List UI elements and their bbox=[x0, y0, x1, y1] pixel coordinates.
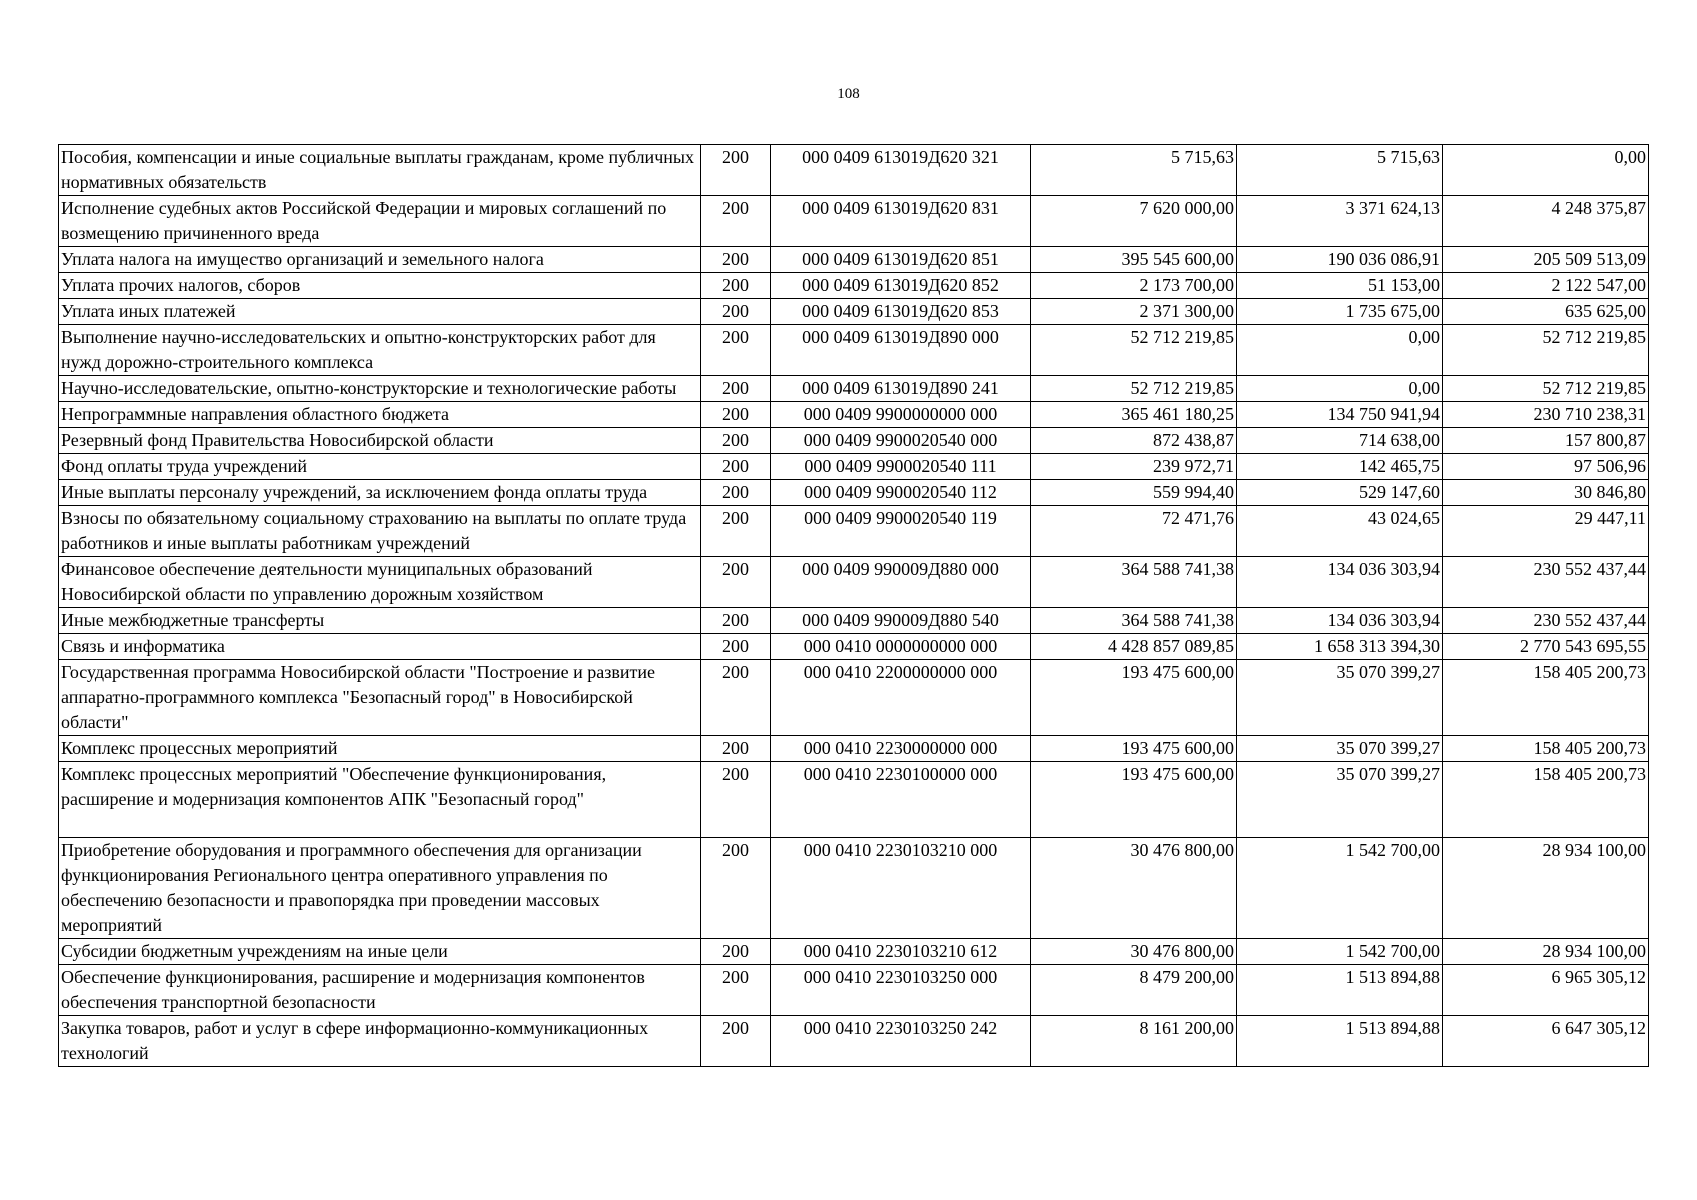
expense-name-cell: Иные выплаты персоналу учреждений, за исключением фонда оплаты труда bbox=[59, 480, 701, 506]
remaining-amount-cell: 230 552 437,44 bbox=[1443, 608, 1649, 634]
classification-code-cell: 000 0409 9900020540 112 bbox=[771, 480, 1031, 506]
table-row bbox=[59, 762, 1649, 838]
expense-name-cell: Взносы по обязательному социальному страхованию на выплаты по оплате труда работников и иные выплаты работникам учреждений bbox=[59, 506, 701, 557]
remaining-amount-cell: 635 625,00 bbox=[1443, 299, 1649, 325]
executed-amount-cell: 142 465,75 bbox=[1237, 454, 1443, 480]
approved-amount-cell: 239 972,71 bbox=[1031, 454, 1237, 480]
remaining-amount-cell: 2 770 543 695,55 bbox=[1443, 634, 1649, 660]
approved-amount-cell: 7 620 000,00 bbox=[1031, 196, 1237, 247]
executed-amount-cell: 134 036 303,94 bbox=[1237, 557, 1443, 608]
expense-name-cell: Непрограммные направления областного бюджета bbox=[59, 402, 701, 428]
executed-amount-cell: 714 638,00 bbox=[1237, 428, 1443, 454]
remaining-amount-cell: 52 712 219,85 bbox=[1443, 376, 1649, 402]
expense-name-cell: Закупка товаров, работ и услуг в сфере информационно-коммуникационных технологий bbox=[59, 1016, 701, 1067]
line-code-cell: 200 bbox=[701, 145, 771, 196]
line-code-cell: 200 bbox=[701, 1016, 771, 1067]
executed-amount-cell: 1 542 700,00 bbox=[1237, 838, 1443, 939]
line-code-cell: 200 bbox=[701, 376, 771, 402]
executed-amount-cell: 35 070 399,27 bbox=[1237, 762, 1443, 838]
table-row bbox=[59, 939, 1649, 965]
approved-amount-cell: 8 161 200,00 bbox=[1031, 1016, 1237, 1067]
table-row bbox=[59, 376, 1649, 402]
classification-code-cell: 000 0409 613019Д890 000 bbox=[771, 325, 1031, 376]
approved-amount-cell: 52 712 219,85 bbox=[1031, 376, 1237, 402]
classification-code-cell: 000 0409 613019Д620 852 bbox=[771, 273, 1031, 299]
remaining-amount-cell: 28 934 100,00 bbox=[1443, 939, 1649, 965]
executed-amount-cell: 1 513 894,88 bbox=[1237, 1016, 1443, 1067]
expense-name-cell: Комплекс процессных мероприятий "Обеспечение функционирования, расширение и модернизация компонентов АПК "Безопасный город" bbox=[59, 762, 701, 838]
table-row bbox=[59, 480, 1649, 506]
table-row bbox=[59, 273, 1649, 299]
table-row bbox=[59, 428, 1649, 454]
executed-amount-cell: 3 371 624,13 bbox=[1237, 196, 1443, 247]
executed-amount-cell: 529 147,60 bbox=[1237, 480, 1443, 506]
expense-name-cell: Приобретение оборудования и программного обеспечения для организации функционирования Регионального центра оперативного управления по обеспечению безопасности и правопорядка при проведении массовых мероприятий bbox=[59, 838, 701, 939]
executed-amount-cell: 134 036 303,94 bbox=[1237, 608, 1443, 634]
table-body bbox=[59, 145, 1649, 1067]
remaining-amount-cell: 2 122 547,00 bbox=[1443, 273, 1649, 299]
remaining-amount-cell: 29 447,11 bbox=[1443, 506, 1649, 557]
approved-amount-cell: 872 438,87 bbox=[1031, 428, 1237, 454]
executed-amount-cell: 134 750 941,94 bbox=[1237, 402, 1443, 428]
classification-code-cell: 000 0410 2230103210 000 bbox=[771, 838, 1031, 939]
classification-code-cell: 000 0410 2230000000 000 bbox=[771, 736, 1031, 762]
expense-name-cell: Иные межбюджетные трансферты bbox=[59, 608, 701, 634]
expense-name-cell: Выполнение научно-исследовательских и опытно-конструкторских работ для нужд дорожно-строительного комплекса bbox=[59, 325, 701, 376]
line-code-cell: 200 bbox=[701, 454, 771, 480]
approved-amount-cell: 52 712 219,85 bbox=[1031, 325, 1237, 376]
classification-code-cell: 000 0410 2230103210 612 bbox=[771, 939, 1031, 965]
line-code-cell: 200 bbox=[701, 506, 771, 557]
classification-code-cell: 000 0410 2230100000 000 bbox=[771, 762, 1031, 838]
remaining-amount-cell: 205 509 513,09 bbox=[1443, 247, 1649, 273]
line-code-cell: 200 bbox=[701, 660, 771, 736]
expense-name-cell: Резервный фонд Правительства Новосибирской области bbox=[59, 428, 701, 454]
approved-amount-cell: 30 476 800,00 bbox=[1031, 939, 1237, 965]
approved-amount-cell: 559 994,40 bbox=[1031, 480, 1237, 506]
approved-amount-cell: 365 461 180,25 bbox=[1031, 402, 1237, 428]
remaining-amount-cell: 28 934 100,00 bbox=[1443, 838, 1649, 939]
classification-code-cell: 000 0410 2230103250 000 bbox=[771, 965, 1031, 1016]
line-code-cell: 200 bbox=[701, 608, 771, 634]
line-code-cell: 200 bbox=[701, 402, 771, 428]
remaining-amount-cell: 4 248 375,87 bbox=[1443, 196, 1649, 247]
remaining-amount-cell: 0,00 bbox=[1443, 145, 1649, 196]
approved-amount-cell: 395 545 600,00 bbox=[1031, 247, 1237, 273]
line-code-cell: 200 bbox=[701, 325, 771, 376]
classification-code-cell: 000 0409 990009Д880 000 bbox=[771, 557, 1031, 608]
line-code-cell: 200 bbox=[701, 939, 771, 965]
executed-amount-cell: 35 070 399,27 bbox=[1237, 660, 1443, 736]
executed-amount-cell: 1 513 894,88 bbox=[1237, 965, 1443, 1016]
classification-code-cell: 000 0409 613019Д620 851 bbox=[771, 247, 1031, 273]
expense-name-cell: Субсидии бюджетным учреждениям на иные цели bbox=[59, 939, 701, 965]
executed-amount-cell: 5 715,63 bbox=[1237, 145, 1443, 196]
remaining-amount-cell: 97 506,96 bbox=[1443, 454, 1649, 480]
table-row bbox=[59, 608, 1649, 634]
table-row bbox=[59, 506, 1649, 557]
table-row bbox=[59, 196, 1649, 247]
classification-code-cell: 000 0409 613019Д620 321 bbox=[771, 145, 1031, 196]
table-row bbox=[59, 402, 1649, 428]
line-code-cell: 200 bbox=[701, 762, 771, 838]
approved-amount-cell: 72 471,76 bbox=[1031, 506, 1237, 557]
approved-amount-cell: 4 428 857 089,85 bbox=[1031, 634, 1237, 660]
classification-code-cell: 000 0409 613019Д620 831 bbox=[771, 196, 1031, 247]
remaining-amount-cell: 6 647 305,12 bbox=[1443, 1016, 1649, 1067]
classification-code-cell: 000 0409 9900020540 000 bbox=[771, 428, 1031, 454]
line-code-cell: 200 bbox=[701, 736, 771, 762]
classification-code-cell: 000 0409 613019Д890 241 bbox=[771, 376, 1031, 402]
approved-amount-cell: 364 588 741,38 bbox=[1031, 608, 1237, 634]
line-code-cell: 200 bbox=[701, 273, 771, 299]
line-code-cell: 200 bbox=[701, 965, 771, 1016]
page-number: 108 bbox=[837, 86, 860, 102]
classification-code-cell: 000 0409 9900020540 111 bbox=[771, 454, 1031, 480]
line-code-cell: 200 bbox=[701, 480, 771, 506]
approved-amount-cell: 193 475 600,00 bbox=[1031, 762, 1237, 838]
table-row bbox=[59, 325, 1649, 376]
table-row bbox=[59, 660, 1649, 736]
expense-name-cell: Государственная программа Новосибирской области "Построение и развитие аппаратно-программного комплекса "Безопасный город" в Новосибирской области" bbox=[59, 660, 701, 736]
remaining-amount-cell: 157 800,87 bbox=[1443, 428, 1649, 454]
executed-amount-cell: 190 036 086,91 bbox=[1237, 247, 1443, 273]
expense-name-cell: Фонд оплаты труда учреждений bbox=[59, 454, 701, 480]
remaining-amount-cell: 230 710 238,31 bbox=[1443, 402, 1649, 428]
classification-code-cell: 000 0410 2200000000 000 bbox=[771, 660, 1031, 736]
line-code-cell: 200 bbox=[701, 557, 771, 608]
table-row bbox=[59, 634, 1649, 660]
table-row bbox=[59, 1016, 1649, 1067]
expense-name-cell: Исполнение судебных актов Российской Федерации и мировых соглашений по возмещению причиненного вреда bbox=[59, 196, 701, 247]
expense-name-cell: Обеспечение функционирования, расширение и модернизация компонентов обеспечения транспортной безопасности bbox=[59, 965, 701, 1016]
executed-amount-cell: 51 153,00 bbox=[1237, 273, 1443, 299]
executed-amount-cell: 1 658 313 394,30 bbox=[1237, 634, 1443, 660]
remaining-amount-cell: 158 405 200,73 bbox=[1443, 762, 1649, 838]
remaining-amount-cell: 158 405 200,73 bbox=[1443, 736, 1649, 762]
classification-code-cell: 000 0409 9900020540 119 bbox=[771, 506, 1031, 557]
table-row bbox=[59, 247, 1649, 273]
approved-amount-cell: 8 479 200,00 bbox=[1031, 965, 1237, 1016]
line-code-cell: 200 bbox=[701, 838, 771, 939]
remaining-amount-cell: 230 552 437,44 bbox=[1443, 557, 1649, 608]
table-row bbox=[59, 557, 1649, 608]
expense-name-cell: Научно-исследовательские, опытно-конструкторские и технологические работы bbox=[59, 376, 701, 402]
approved-amount-cell: 5 715,63 bbox=[1031, 145, 1237, 196]
line-code-cell: 200 bbox=[701, 299, 771, 325]
expense-name-cell: Уплата иных платежей bbox=[59, 299, 701, 325]
expense-name-cell: Финансовое обеспечение деятельности муниципальных образований Новосибирской области по управлению дорожным хозяйством bbox=[59, 557, 701, 608]
classification-code-cell: 000 0410 0000000000 000 bbox=[771, 634, 1031, 660]
approved-amount-cell: 2 173 700,00 bbox=[1031, 273, 1237, 299]
approved-amount-cell: 364 588 741,38 bbox=[1031, 557, 1237, 608]
executed-amount-cell: 35 070 399,27 bbox=[1237, 736, 1443, 762]
approved-amount-cell: 193 475 600,00 bbox=[1031, 660, 1237, 736]
line-code-cell: 200 bbox=[701, 196, 771, 247]
line-code-cell: 200 bbox=[701, 634, 771, 660]
executed-amount-cell: 0,00 bbox=[1237, 376, 1443, 402]
expense-name-cell: Пособия, компенсации и иные социальные выплаты гражданам, кроме публичных нормативных обязательств bbox=[59, 145, 701, 196]
table-row bbox=[59, 454, 1649, 480]
remaining-amount-cell: 6 965 305,12 bbox=[1443, 965, 1649, 1016]
executed-amount-cell: 1 735 675,00 bbox=[1237, 299, 1443, 325]
expense-name-cell: Уплата прочих налогов, сборов bbox=[59, 273, 701, 299]
table-row bbox=[59, 965, 1649, 1016]
remaining-amount-cell: 52 712 219,85 bbox=[1443, 325, 1649, 376]
classification-code-cell: 000 0409 613019Д620 853 bbox=[771, 299, 1031, 325]
classification-code-cell: 000 0409 990009Д880 540 bbox=[771, 608, 1031, 634]
remaining-amount-cell: 158 405 200,73 bbox=[1443, 660, 1649, 736]
executed-amount-cell: 43 024,65 bbox=[1237, 506, 1443, 557]
executed-amount-cell: 0,00 bbox=[1237, 325, 1443, 376]
budget-execution-table bbox=[58, 144, 1649, 1067]
remaining-amount-cell: 30 846,80 bbox=[1443, 480, 1649, 506]
table-row bbox=[59, 145, 1649, 196]
expense-name-cell: Связь и информатика bbox=[59, 634, 701, 660]
approved-amount-cell: 2 371 300,00 bbox=[1031, 299, 1237, 325]
table-row bbox=[59, 736, 1649, 762]
line-code-cell: 200 bbox=[701, 428, 771, 454]
table-row bbox=[59, 299, 1649, 325]
approved-amount-cell: 30 476 800,00 bbox=[1031, 838, 1237, 939]
classification-code-cell: 000 0410 2230103250 242 bbox=[771, 1016, 1031, 1067]
expense-name-cell: Комплекс процессных мероприятий bbox=[59, 736, 701, 762]
expense-name-cell: Уплата налога на имущество организаций и земельного налога bbox=[59, 247, 701, 273]
approved-amount-cell: 193 475 600,00 bbox=[1031, 736, 1237, 762]
classification-code-cell: 000 0409 9900000000 000 bbox=[771, 402, 1031, 428]
line-code-cell: 200 bbox=[701, 247, 771, 273]
table-row bbox=[59, 838, 1649, 939]
executed-amount-cell: 1 542 700,00 bbox=[1237, 939, 1443, 965]
